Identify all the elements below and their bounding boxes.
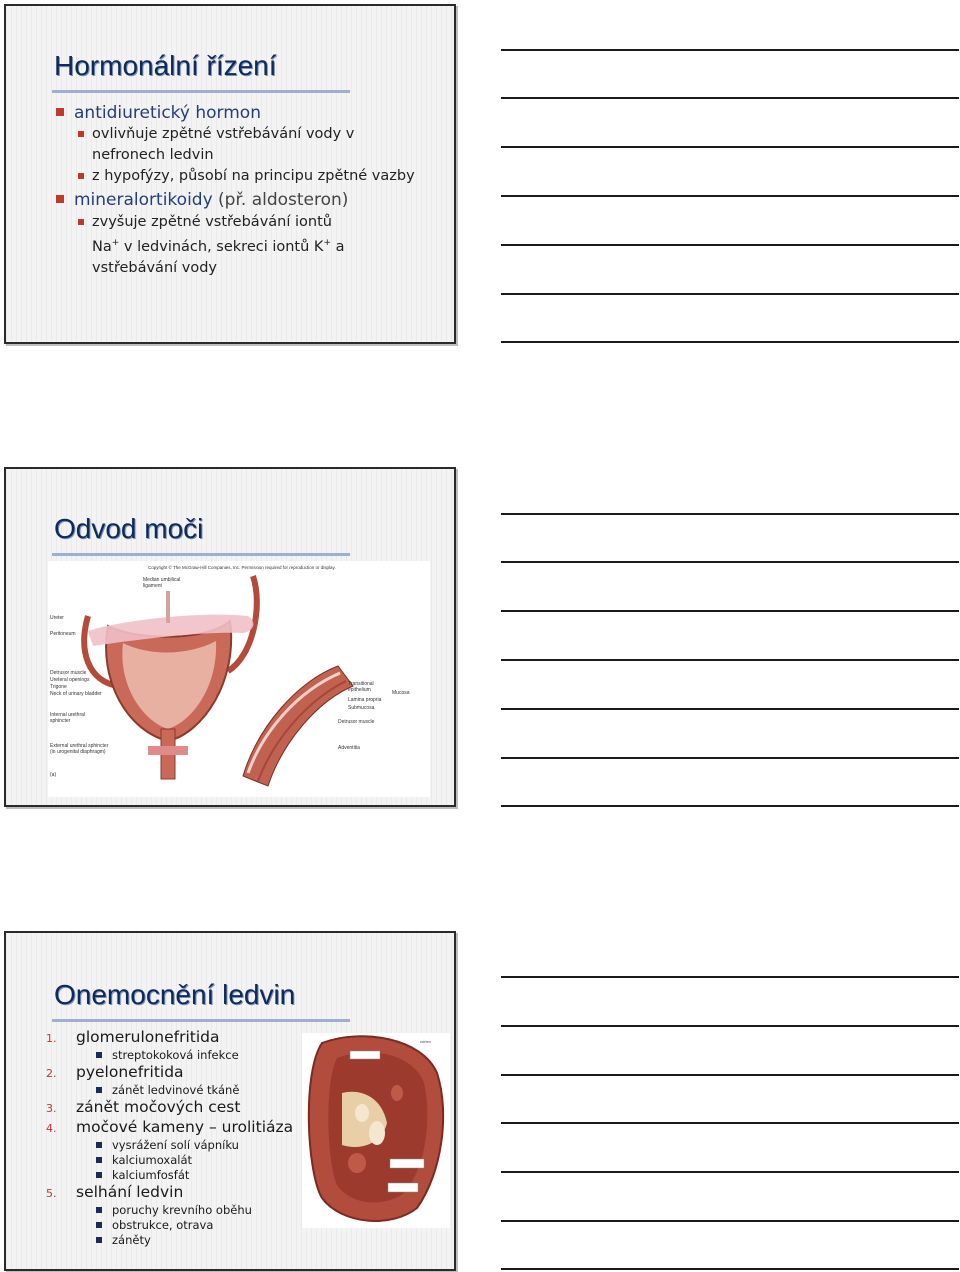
bullet-square-icon bbox=[96, 1172, 102, 1178]
subitem-text: vysrážení solí vápníku bbox=[112, 1138, 239, 1152]
figure-label-cortex: cortex bbox=[420, 1039, 431, 1044]
charge-plus: + bbox=[111, 238, 120, 248]
list-subitem bbox=[96, 1138, 239, 1152]
subitem-text: zánět ledvinové tkáně bbox=[112, 1083, 240, 1097]
list-label: pyelonefritida bbox=[76, 1063, 184, 1081]
figure-copyright: Copyright © The McGraw-Hill Companies, Inc. Permission required for reproduction or display. bbox=[148, 565, 336, 570]
list-number: 4. bbox=[46, 1122, 57, 1135]
subitem-text: streptokoková infekce bbox=[112, 1048, 239, 1062]
label-detrusor-right: Detrusor muscle bbox=[338, 719, 375, 725]
kidney-cross-section-image bbox=[302, 1033, 450, 1228]
list-item bbox=[46, 1028, 219, 1046]
bullet-square-icon bbox=[56, 195, 64, 203]
list-subitem bbox=[96, 1203, 252, 1217]
label-ureteral-openings: Ureteral openings bbox=[50, 677, 90, 683]
subbullet bbox=[92, 212, 412, 279]
subbullet-text: ovlivňuje zpětné vstřebávání vody v nefronech ledvin bbox=[92, 126, 355, 163]
list-number: 3. bbox=[46, 1102, 57, 1115]
bullet-label: mineralortikoidy bbox=[74, 190, 213, 210]
bullet-square-icon bbox=[78, 131, 84, 137]
title-underline bbox=[52, 1019, 350, 1022]
bullet-square-icon bbox=[96, 1052, 102, 1058]
list-label: močové kameny – urolitiáza bbox=[76, 1118, 294, 1136]
slide-hormonal-control bbox=[4, 4, 456, 344]
title-underline bbox=[52, 90, 350, 93]
label-mucosa: Mucosa bbox=[392, 690, 410, 696]
list-label: glomerulonefritida bbox=[76, 1028, 220, 1046]
label-urogenital-diaphragm: (in urogenital diaphragm) bbox=[50, 749, 106, 755]
label-trigone: Trigone bbox=[50, 684, 67, 690]
list-item bbox=[46, 1098, 240, 1116]
bullet-suffix: (př. aldosteron) bbox=[218, 190, 349, 210]
subbullet-text: zvyšuje zpětné vstřebávání iontů bbox=[92, 214, 332, 230]
ion-na: Na bbox=[92, 238, 112, 255]
label-internal-sphincter: Internal urethral bbox=[50, 712, 86, 718]
bullet-square-icon bbox=[56, 108, 64, 116]
bullet-mineralocorticoids bbox=[56, 190, 348, 210]
slide-title: Hormonální řízení bbox=[54, 50, 277, 81]
subbullet-text: vstřebávání vody bbox=[92, 259, 218, 276]
list-subitem bbox=[96, 1233, 151, 1247]
list-label: zánět močových cest bbox=[76, 1098, 241, 1116]
list-subitem bbox=[96, 1083, 239, 1097]
bullet-adh bbox=[56, 103, 261, 123]
list-subitem bbox=[96, 1168, 189, 1182]
subitem-text: poruchy krevního oběhu bbox=[112, 1203, 252, 1217]
subbullet-text: a bbox=[330, 238, 345, 255]
bullet-square-icon bbox=[96, 1157, 102, 1163]
title-underline bbox=[52, 553, 350, 556]
label-ligament: ligament bbox=[143, 583, 162, 589]
label-sphincter: sphincter bbox=[50, 718, 71, 724]
bullet-square-icon bbox=[78, 219, 84, 225]
subbullet bbox=[92, 166, 452, 187]
label-peritoneum: Peritoneum bbox=[50, 631, 76, 637]
subbullet-text: v ledvinách, sekreci iontů K bbox=[119, 238, 324, 255]
subitem-text: kalciumoxalát bbox=[112, 1153, 192, 1167]
subitem-text: obstrukce, otrava bbox=[112, 1218, 214, 1232]
list-item bbox=[46, 1118, 293, 1136]
list-subitem bbox=[96, 1048, 239, 1062]
list-subitem bbox=[96, 1218, 213, 1232]
bullet-label: antidiuretický hormon bbox=[74, 103, 261, 123]
slide-urine-drainage bbox=[4, 467, 456, 807]
slide-title: Odvod moči bbox=[54, 513, 204, 544]
label-submucosa: Submucosa bbox=[348, 705, 375, 711]
label-adventitia: Adventitia bbox=[338, 745, 360, 751]
label-detrusor: Detrusor muscle bbox=[50, 670, 87, 676]
list-number: 2. bbox=[46, 1067, 57, 1080]
label-neck: Neck of urinary bladder bbox=[50, 691, 102, 697]
slide-kidney-diseases bbox=[4, 931, 456, 1271]
list-subitem bbox=[96, 1153, 192, 1167]
slide-title: Onemocnění ledvin bbox=[54, 979, 296, 1010]
panel-label: (a) bbox=[50, 772, 57, 778]
bullet-square-icon bbox=[96, 1222, 102, 1228]
bullet-square-icon bbox=[96, 1207, 102, 1213]
label-external-sphincter: External urethral sphincter bbox=[50, 743, 109, 749]
label-ureter: Ureter bbox=[50, 615, 64, 621]
list-number: 1. bbox=[46, 1032, 57, 1045]
list-item bbox=[46, 1183, 183, 1201]
label-transitional: Transitional bbox=[348, 681, 374, 687]
bullet-square-icon bbox=[96, 1087, 102, 1093]
subbullet bbox=[92, 124, 412, 166]
label-epithelium: epithelium bbox=[348, 687, 371, 693]
list-item bbox=[46, 1063, 184, 1081]
list-label: selhání ledvin bbox=[76, 1183, 184, 1201]
label-lamina-propria: Lamina propria bbox=[348, 697, 382, 703]
subitem-text: záněty bbox=[112, 1233, 151, 1247]
label-median-umbilical: Median umbilical bbox=[143, 577, 181, 583]
list-number: 5. bbox=[46, 1187, 57, 1200]
subitem-text: kalciumfosfát bbox=[112, 1168, 190, 1182]
bullet-square-icon bbox=[96, 1142, 102, 1148]
bullet-square-icon bbox=[78, 173, 84, 179]
charge-plus: + bbox=[323, 238, 331, 248]
subbullet-text: z hypofýzy, působí na principu zpětné vazby bbox=[92, 168, 415, 184]
bladder-diagram bbox=[48, 561, 430, 797]
bullet-square-icon bbox=[96, 1237, 102, 1243]
